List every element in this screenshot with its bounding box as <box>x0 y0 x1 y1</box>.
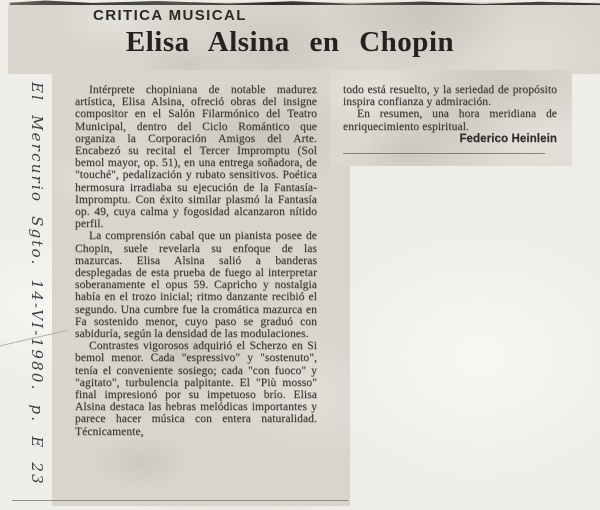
article-paragraph: La comprensión cabal que un pianista posee de Chopin, suele revelarla su enfoque de las mazurcas. Elisa Alsina salió a banderas desplegadas de esta prueba de fuego al interpretar soberanamente el opus 59. Capricho y nostalgia había en el trozo inicial; ritmo danzante recibió el segundo. Una cumbre fue la cromática mazurca en Fa sostenido menor, cuyo paso se graduó con sabiduría, según la densidad de las modulaciones. <box>75 230 317 341</box>
article-paragraph: Intérprete chopiniana de notable madurez artística, Elisa Alsina, ofreció obras del insigne compositor en el Salón Filarmónico del Teatro Municipal, dentro del Ciclo Romántico que organiza la Corporación Amigos del Arte. Encabezó su recital el Tercer Impromptu (Sol bemol mayor, op. 51), en una entrega soñadora, de "touché", pedalización y rubato sensitivos. Poética hermosura irradiaba su ejecución de la Fantasía-Impromptu. Con éxito similar plasmó la Fantasía op. 49, cuya calma y fogosidad alcanzaron nítido perfil. <box>75 84 317 231</box>
right-column <box>343 84 557 145</box>
left-column <box>75 84 317 438</box>
margin-annotation-handwriting: El Mercurio Sgto. 14-VI-1980. p. E 23 <box>28 82 46 486</box>
article-paragraph: Contrastes vigorosos adquirió el Scherzo en Si bemol menor. Cada "espressivo" y "sostenuto", tenía el conveniente sosiego; cada "con fuoco" y "agitato", turbulencia palpitante. El "Più mosso" final impresionó por su impetuoso brío. Elisa Alsina destaca las hebras melódicas importantes y parece hacer música con entera naturalidad. Técnicamente, <box>75 340 317 438</box>
article-paragraph: En resumen, una hora meridiana de enriquecimiento espiritual. <box>343 108 557 133</box>
divider-under-byline <box>343 153 545 154</box>
byline: Federico Heinlein <box>459 132 557 145</box>
article-paragraph: todo está resuelto, y la seriedad de propósito inspira confianza y admiración. <box>343 84 557 109</box>
section-kicker: CRITICA MUSICAL <box>93 7 247 24</box>
divider-clipping-bottom <box>12 500 348 501</box>
article-title: Elisa Alsina en Chopin <box>125 26 455 58</box>
